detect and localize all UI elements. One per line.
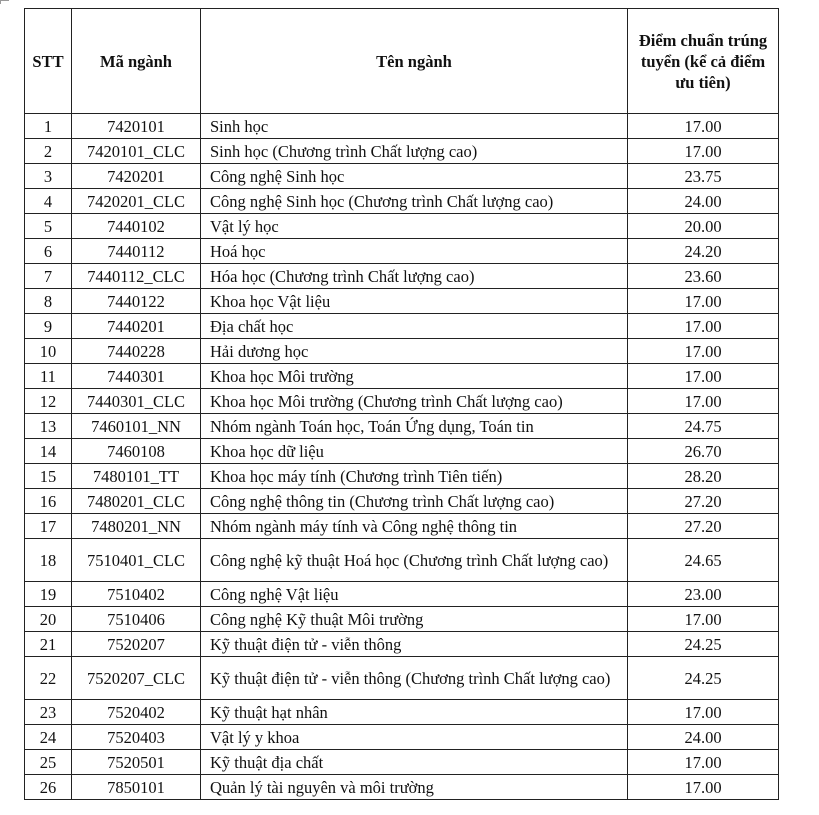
cell-code: 7420101_CLC [72,139,201,164]
cell-score: 17.00 [628,775,779,800]
cell-stt: 1 [25,114,72,139]
cell-score: 24.25 [628,657,779,700]
table-row [25,189,779,214]
admission-scores-table [24,8,779,800]
cell-score: 17.00 [628,139,779,164]
table-header-row [25,9,779,114]
cell-code: 7480201_NN [72,514,201,539]
cell-stt: 3 [25,164,72,189]
cell-stt: 21 [25,632,72,657]
cell-stt: 7 [25,264,72,289]
cell-stt: 6 [25,239,72,264]
cell-code: 7420201 [72,164,201,189]
cell-code: 7440102 [72,214,201,239]
header-score: Điểm chuẩn trúng tuyển (kể cả điểm ưu tiên) [628,9,779,114]
cell-score: 17.00 [628,289,779,314]
table-row [25,314,779,339]
cell-name: Công nghệ kỹ thuật Hoá học (Chương trình Chất lượng cao) [201,539,628,582]
cell-stt: 12 [25,389,72,414]
cell-code: 7510406 [72,607,201,632]
cell-code: 7520403 [72,725,201,750]
cell-score: 17.00 [628,114,779,139]
header-code: Mã ngành [72,9,201,114]
cell-stt: 16 [25,489,72,514]
header-stt: STT [25,9,72,114]
cell-code: 7510402 [72,582,201,607]
table-row [25,239,779,264]
cell-stt: 18 [25,539,72,582]
cell-score: 24.00 [628,189,779,214]
cell-name: Hoá học [201,239,628,264]
cell-score: 17.00 [628,389,779,414]
cell-code: 7440301 [72,364,201,389]
cell-name: Kỹ thuật địa chất [201,750,628,775]
cell-name: Khoa học Môi trường [201,364,628,389]
cell-name: Vật lý y khoa [201,725,628,750]
table-row [25,514,779,539]
cell-stt: 22 [25,657,72,700]
cell-name: Sinh học [201,114,628,139]
header-name: Tên ngành [201,9,628,114]
cell-code: 7480201_CLC [72,489,201,514]
cell-stt: 17 [25,514,72,539]
cell-stt: 24 [25,725,72,750]
table-row [25,164,779,189]
cell-stt: 13 [25,414,72,439]
table-row [25,725,779,750]
cell-score: 28.20 [628,464,779,489]
table-row [25,775,779,800]
cell-score: 17.00 [628,700,779,725]
cell-score: 23.00 [628,582,779,607]
cell-name: Công nghệ Sinh học (Chương trình Chất lượng cao) [201,189,628,214]
cell-code: 7510401_CLC [72,539,201,582]
cell-score: 27.20 [628,514,779,539]
cell-name: Công nghệ Vật liệu [201,582,628,607]
admission-scores-table-container [24,8,778,800]
table-row [25,439,779,464]
cell-code: 7520402 [72,700,201,725]
table-row [25,114,779,139]
cell-stt: 8 [25,289,72,314]
cell-stt: 26 [25,775,72,800]
cell-code: 7440301_CLC [72,389,201,414]
cell-name: Khoa học máy tính (Chương trình Tiên tiến) [201,464,628,489]
cell-score: 20.00 [628,214,779,239]
cell-name: Khoa học Môi trường (Chương trình Chất lượng cao) [201,389,628,414]
cell-name: Công nghệ Kỹ thuật Môi trường [201,607,628,632]
cell-score: 24.25 [628,632,779,657]
cell-code: 7460108 [72,439,201,464]
table-row [25,539,779,582]
cell-name: Công nghệ Sinh học [201,164,628,189]
cell-stt: 25 [25,750,72,775]
cell-name: Hóa học (Chương trình Chất lượng cao) [201,264,628,289]
cell-name: Kỹ thuật điện tử - viễn thông [201,632,628,657]
cell-code: 7440112_CLC [72,264,201,289]
table-row [25,139,779,164]
cell-score: 26.70 [628,439,779,464]
table-row [25,464,779,489]
cell-stt: 14 [25,439,72,464]
corner-mark [0,0,9,4]
cell-name: Kỹ thuật điện tử - viễn thông (Chương trình Chất lượng cao) [201,657,628,700]
cell-name: Địa chất học [201,314,628,339]
table-row [25,607,779,632]
cell-score: 17.00 [628,607,779,632]
cell-stt: 10 [25,339,72,364]
cell-name: Hải dương học [201,339,628,364]
cell-score: 17.00 [628,750,779,775]
cell-score: 23.75 [628,164,779,189]
cell-code: 7420201_CLC [72,189,201,214]
cell-name: Khoa học dữ liệu [201,439,628,464]
cell-code: 7460101_NN [72,414,201,439]
cell-score: 24.00 [628,725,779,750]
cell-stt: 15 [25,464,72,489]
cell-stt: 19 [25,582,72,607]
cell-code: 7520207_CLC [72,657,201,700]
cell-score: 24.75 [628,414,779,439]
cell-code: 7420101 [72,114,201,139]
table-row [25,750,779,775]
cell-code: 7440122 [72,289,201,314]
cell-stt: 2 [25,139,72,164]
cell-code: 7440112 [72,239,201,264]
cell-name: Vật lý học [201,214,628,239]
cell-stt: 11 [25,364,72,389]
table-body [25,114,779,800]
table-row [25,582,779,607]
cell-stt: 4 [25,189,72,214]
cell-name: Quản lý tài nguyên và môi trường [201,775,628,800]
cell-score: 17.00 [628,364,779,389]
cell-code: 7480101_TT [72,464,201,489]
cell-name: Kỹ thuật hạt nhân [201,700,628,725]
cell-code: 7440201 [72,314,201,339]
cell-score: 24.20 [628,239,779,264]
cell-code: 7520207 [72,632,201,657]
cell-stt: 20 [25,607,72,632]
cell-name: Sinh học (Chương trình Chất lượng cao) [201,139,628,164]
cell-stt: 5 [25,214,72,239]
table-row [25,339,779,364]
table-row [25,364,779,389]
table-row [25,414,779,439]
table-row [25,632,779,657]
cell-name: Nhóm ngành máy tính và Công nghệ thông tin [201,514,628,539]
cell-score: 27.20 [628,489,779,514]
cell-score: 24.65 [628,539,779,582]
cell-score: 17.00 [628,339,779,364]
cell-name: Công nghệ thông tin (Chương trình Chất lượng cao) [201,489,628,514]
cell-name: Nhóm ngành Toán học, Toán Ứng dụng, Toán tin [201,414,628,439]
table-row [25,289,779,314]
cell-name: Khoa học Vật liệu [201,289,628,314]
cell-code: 7440228 [72,339,201,364]
cell-score: 23.60 [628,264,779,289]
cell-score: 17.00 [628,314,779,339]
cell-stt: 23 [25,700,72,725]
cell-code: 7850101 [72,775,201,800]
table-row [25,264,779,289]
table-row [25,389,779,414]
cell-stt: 9 [25,314,72,339]
table-row [25,489,779,514]
cell-code: 7520501 [72,750,201,775]
table-row [25,657,779,700]
table-row [25,214,779,239]
table-row [25,700,779,725]
